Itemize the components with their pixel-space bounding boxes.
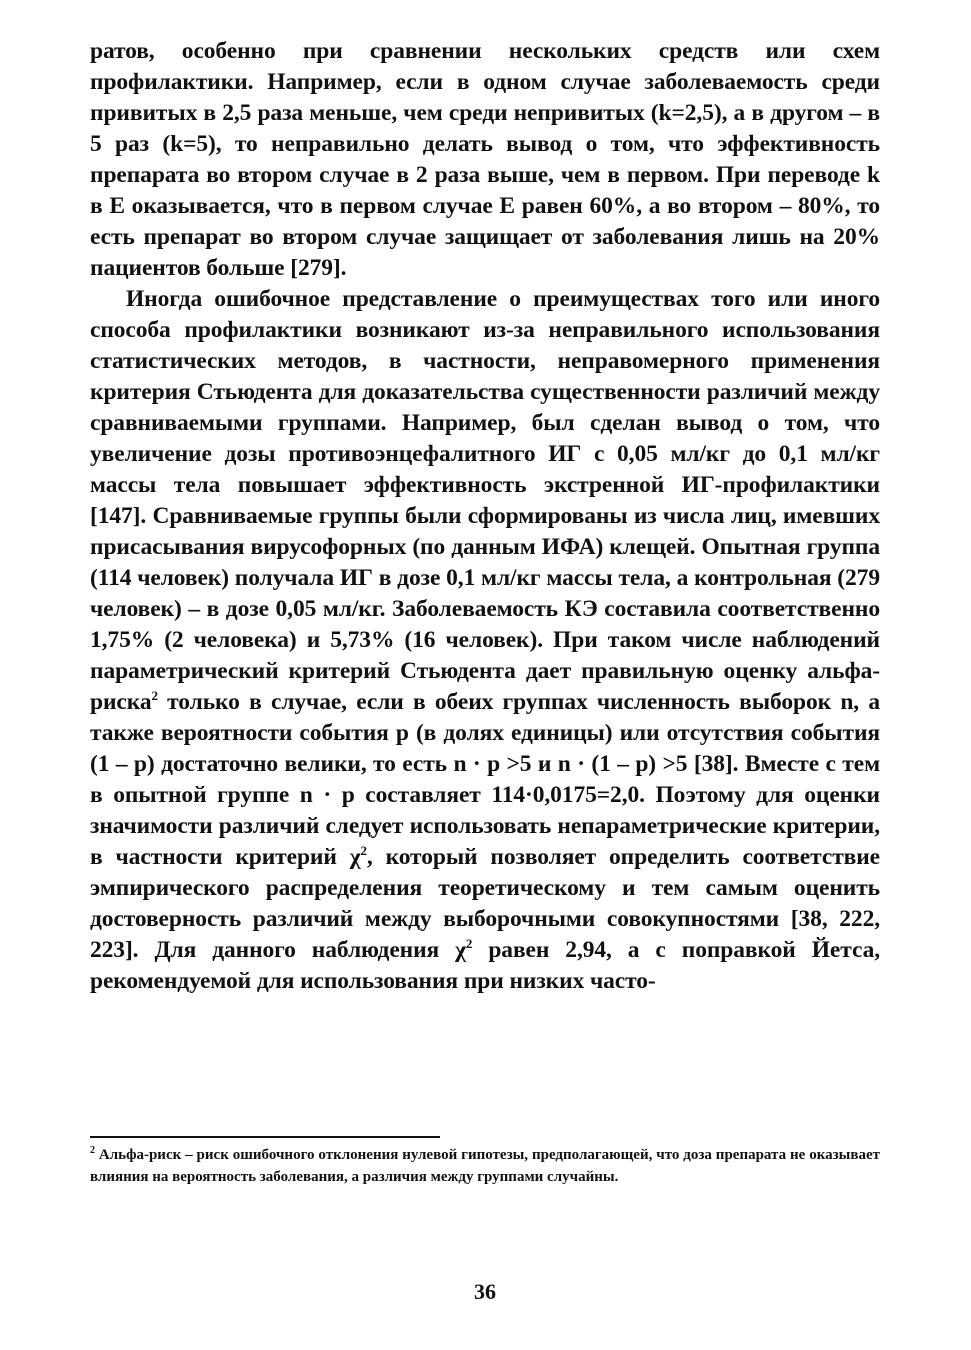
text-run: ратов, особенно при сравнении нескольких средств или схем профилактики. Например, если в одном случае заболеваемость среди привитых в 2,5 раза меньше, чем среди непривитых (k=2,5), а в другом – в 5 раз (k=5), то неправильно делать вывод о том, что эффективность препарата во втором случае в 2 раза выше, чем в первом. При переводе k в E оказывается, что в первом случае E равен 60%, а во втором – 80%, то есть препарат во втором случае защищает от заболевания лишь на 20% пациентов больше [279]. xyxy=(90,38,880,281)
footnote xyxy=(90,1144,880,1188)
footnote-divider xyxy=(90,1136,440,1138)
body-text xyxy=(90,36,880,997)
footnote-text: Альфа-риск – риск ошибочного отклонения нулевой гипотезы, предполагающей, что доза препарата не оказывает влияния на вероятность заболевания, а различия между группами случайны. xyxy=(90,1147,880,1185)
superscript: 2 xyxy=(360,843,367,859)
text-run: равен 2,94, а с поправкой Йетса, рекомендуемой для использования при низких часто- xyxy=(90,937,880,994)
text-run: только в случае, если в обеих группах численность выборок n, а также вероятности события p (в долях единицы) или отсутствия события (1 – p) достаточно велики, то есть n · p >5 и n · (1 – p) >5 [38]. Вместе с тем в опытной группе n · p составляет 114·0,0175=2,0. Поэтому для оценки значимости различий следует использовать непараметрические критерии, в частности критерий χ xyxy=(90,689,880,870)
superscript: 2 xyxy=(465,936,473,952)
text-run: , который позволяет определить соответствие эмпирического распределения теоретическому и тем самым оценить достоверность различий между выборочными совокупностями [38, 222, 223]. Для данного наблюдения χ xyxy=(90,844,880,963)
paragraph xyxy=(90,284,880,997)
page-number: 36 xyxy=(474,1279,496,1304)
text-run: Иногда ошибочное представление о преимуществах того или иного способа профилактики возникают из-за неправильного использования статистических методов, в частности, неправомерного применения критерия Стьюдента для доказательства существенности различий между сравниваемыми группами. Например, был сделан вывод о том, что увеличение дозы противоэнцефалитного ИГ с 0,05 мл/кг до 0,1 мл/кг массы тела повышает эффективность экстренной ИГ-профилактики [147]. Сравниваемые группы были сформированы из числа лиц, имевших присасывания вирусофорных (по данным ИФА) клещей. Опытная группа (114 человек) получала ИГ в дозе 0,1 мл/кг массы тела, а контрольная (279 человек) – в дозе 0,05 мл/кг. Заболеваемость КЭ составила соответственно 1,75% (2 человека) и 5,73% (16 человек). При таком числе наблюдений параметрический критерий Стьюдента дает правильную оценку альфа-риска xyxy=(90,286,880,715)
superscript: 2 xyxy=(151,688,158,704)
footnote-mark: 2 xyxy=(90,1145,95,1156)
paragraph xyxy=(90,36,880,284)
book-page xyxy=(90,36,880,1326)
